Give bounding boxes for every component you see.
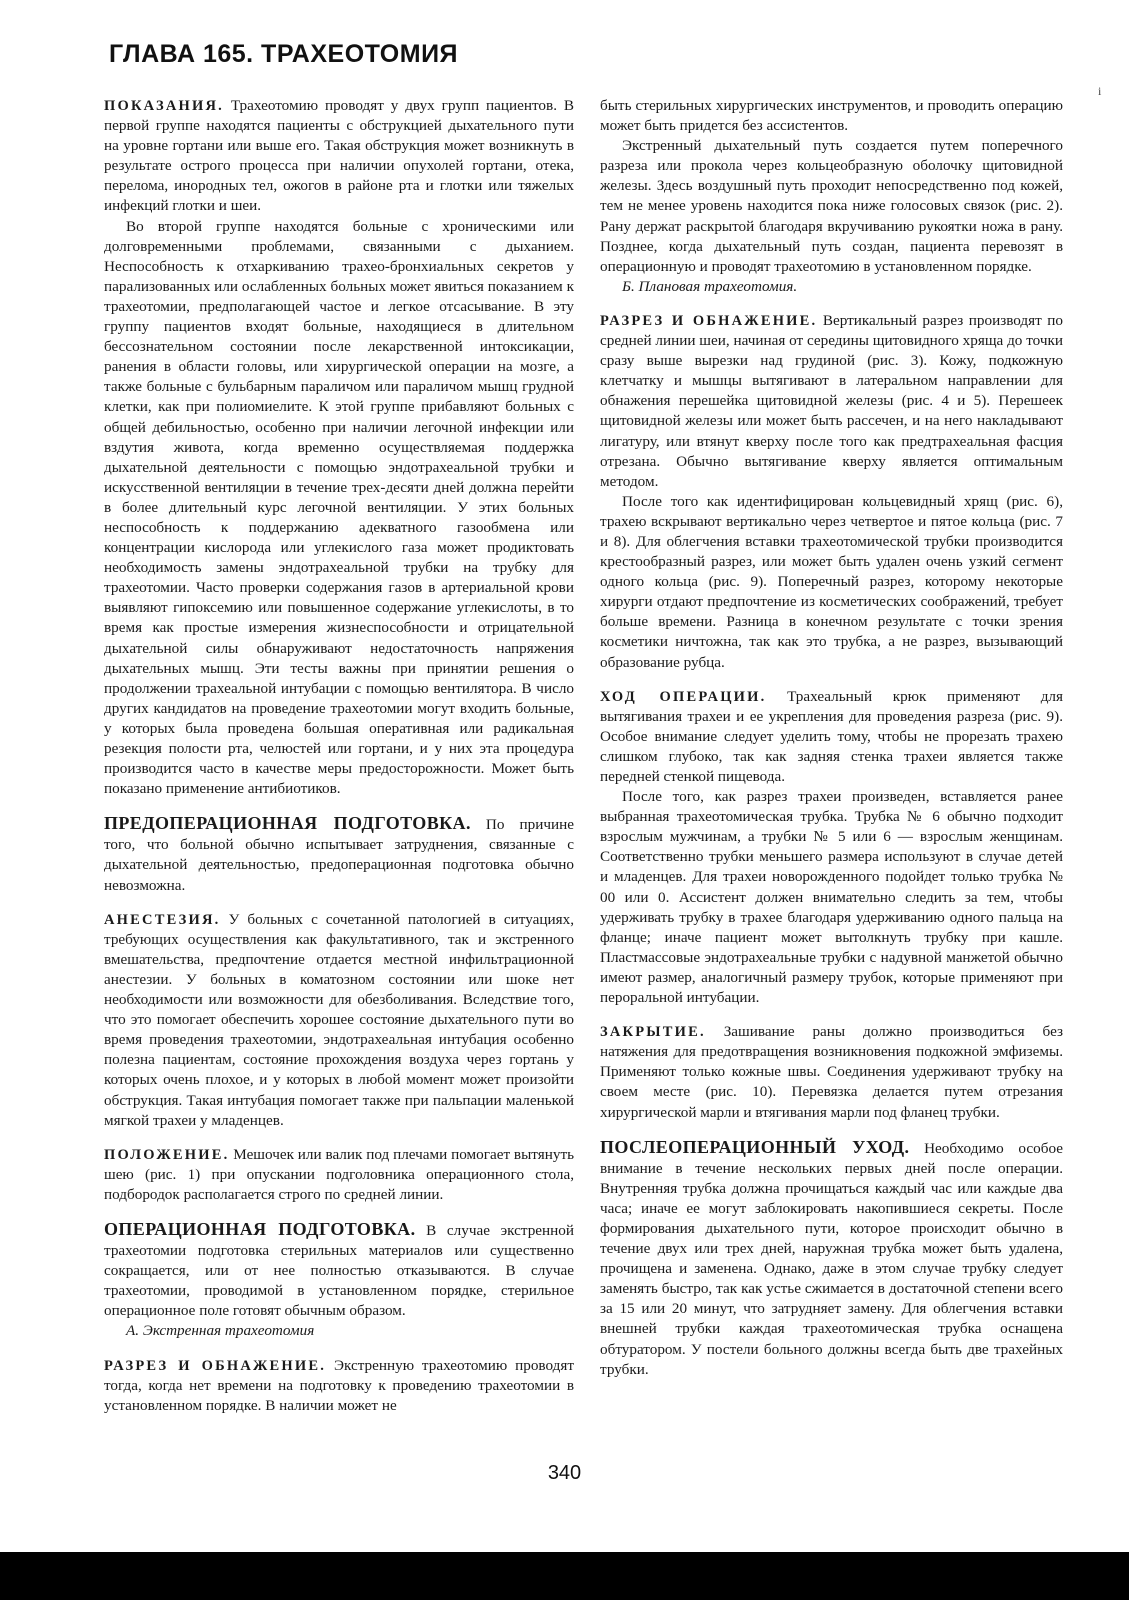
body-paragraph	[104, 1145, 574, 1205]
section	[600, 1137, 1063, 1380]
paragraph-text: Вертикальный разрез производят по средней линии шеи, начиная от середины щитовидного хряща до точки сразу выше вырезки над грудиной (рис. 3). Кожу, подкожную клетчатку и мышцы вытягивают в латеральном направлении для обнажения перешейка щитовидной железы (рис. 4 и 5). Перешеек щитовидной железы или может быть рассечен, и на него накладывают лигатуру, или втянут кверху после того как предтрахеальная фасция отрезана. Обычно вытягивание кверху является оптимальным методом.	[600, 311, 1064, 490]
body-paragraph: После того, как разрез трахеи произведен, вставляется ранее выбранная трахеотомическая трубка. Трубка № 6 обычно подходит взрослым мужчинам, а трубки № 5 или 6 — взрослым женщинам. Соответственно трубки меньшего размера используют в случае детей и младенцев. Для трахеи новорожденного подойдет только трубка № 00 или 0. Ассистент должен внимательно следить за тем, чтобы удерживать трубку в трахее благодаря удерживанию одного пальца на фланце; иначе пациент может вытолкнуть трубку при кашле. Пластмассовые эндотрахеальные трубки с надувной манжетой обычно имеют размер, аналогичный размеру трубок, которые применяют при пероральной интубации.	[600, 788, 1063, 1007]
chapter-title: ГЛАВА 165. ТРАХЕОТОМИЯ	[109, 40, 459, 68]
section-heading: ОПЕРАЦИОННАЯ ПОДГОТОВКА.	[104, 1218, 416, 1239]
paragraph-text: Экстренную трахеотомию проводят тогда, когда нет времени на подготовку к проведению трахеотомии в установленном порядке. В наличии может не	[104, 1356, 575, 1414]
section-heading: ПРЕДОПЕРАЦИОННАЯ ПОДГОТОВКА.	[104, 813, 471, 834]
section	[600, 311, 1063, 673]
body-paragraph	[600, 311, 1063, 492]
section	[104, 813, 574, 895]
section	[600, 1022, 1063, 1122]
left-column	[104, 96, 574, 1416]
paragraph-text: Зашивание раны должно производиться без натяжения для предотвращения возникновения подкожной эмфиземы. Применяют только кожные швы. Соединения удерживают трубку на своем месте (рис. 10). Перевязка делается путем отрезания хирургической марли и втягивания марли под фланец трубки.	[600, 1023, 1063, 1121]
scan-bottom-band	[0, 1552, 1129, 1600]
subsection-heading: А. Экстренная трахеотомия	[126, 1322, 315, 1340]
body-paragraph	[104, 96, 574, 217]
paragraph-text: В случае экстренной трахеотомии подготовка стерильных материалов или существенно сокращается, или от нее полностью отказываются. В случае трахеотомии, проводимой в установленном порядке, стерильное операционное поле готовят обычным образом.	[104, 1221, 575, 1320]
body-paragraph	[600, 1137, 1063, 1380]
section-heading: РАЗРЕЗ И ОБНАЖЕНИЕ.	[600, 312, 818, 329]
section	[600, 96, 1063, 277]
right-column	[600, 96, 1063, 1380]
body-paragraph	[104, 813, 574, 895]
subsection-heading: Б. Плановая трахеотомия.	[622, 277, 798, 295]
section-heading: ПОСЛЕОПЕРАЦИОННЫЙ УХОД.	[600, 1136, 910, 1157]
paragraph-text: По причине того, что больной обычно испытывает затруднения, связанные с дыхательной деятельностью, предоперационная подготовка обычно невозможна.	[104, 816, 574, 894]
body-paragraph: Экстренный дыхательный путь создается путем поперечного разреза или прокола через кольцеобразную оболочку щитовидной железы. Здесь воздушный путь проходит непосредственно под кожей, тем не менее уровень находится пока ниже голосовых связок (рис. 2). Рану держат раскрытой благодаря вкручиванию рукоятки ножа в рану. Позднее, когда дыхательный путь создан, пациента перевозят в операционную и проводят трахеотомию в установленном порядке.	[600, 137, 1063, 275]
section-heading: ПОКАЗАНИЯ.	[104, 98, 224, 114]
body-paragraph	[600, 1022, 1063, 1122]
section-heading: ЗАКРЫТИЕ.	[600, 1024, 706, 1041]
body-paragraph	[104, 1219, 574, 1321]
paragraph-text: Трахеальный крюк применяют для вытягивания трахеи и ее укрепления для проведения разреза (рис. 9). Особое внимание следует уделить тому, чтобы не прорезать трахею слишком глубоко, так как задняя стенка трахеи является также передней стенкой пищевода.	[600, 687, 1063, 785]
body-paragraph	[104, 1356, 574, 1416]
edge-mark: i	[1098, 84, 1102, 98]
body-paragraph: быть стерильных хирургических инструментов, и проводить операцию может быть придется без ассистентов.	[600, 97, 1063, 135]
section-heading: ХОД ОПЕРАЦИИ.	[600, 688, 767, 705]
body-paragraph: Во второй группе находятся больные с хроническими или долговременными проблемами, связанными с дыханием. Неспособность к отхаркиванию трахео-бронхиальных секретов у парализованных или ослабленных больных может явиться показанием к трахеотомии, предполагающей частое и легкое отсасывание. В эту группу пациентов входят больные, находящиеся в длительном бессознательном состоянии после лекарственной интоксикации, ранения в области головы, или хирургической операции на мозге, а также больные с бульбарным параличом или параличом мышц грудной клетки, как при полиомиелите. К этой группе прибавляют больных с общей дебильностью, особенно при наличии легочной инфекции или вздутия живота, когда временно осуществляемая поддержка дыхательной деятельности с помощью эндотрахеальной трубки и искусственной вентиляции в течение трех-десяти дней должна перейти в более длительный курс легочной вентиляции. У этих больных неспособность к поддержанию адекватного газообмена или концентрации кислорода или углекислого газа может продиктовать необходимость замены эндотрахеальной трубки на трубку для трахеотомии. Часто проверки содержания газов в артериальной крови выявляют гипоксемию или повышенное содержание углекислоты, в то время как простые измерения жизнеспособности и отрицательной дыхательной силы обнаруживают недостаточность напряжения дыхательных мышц. Эти тесты важны при принятии решения о продолжении трахеальной интубации с помощью вентилятора. В число других кандидатов на проведение трахеотомии могут входить больные, у которых была проведена большая оперативная или радикальная резекция полости рта, челюстей или гортани, и у них эта процедура производится часто в качестве меры предосторожности. Может быть показано применение антибиотиков.	[104, 217, 574, 798]
body-paragraph	[600, 687, 1063, 787]
paragraph-text: Мешочек или валик под плечами помогает вытянуть шею (рис. 1) при опускании подголовника операционного стола, подбородок располагается строго по средней линии.	[104, 1145, 575, 1203]
section-heading: ПОЛОЖЕНИЕ.	[104, 1146, 230, 1163]
page-number: 340	[547, 1462, 582, 1484]
section	[600, 687, 1063, 1009]
section	[104, 910, 574, 1131]
section	[104, 1145, 574, 1205]
paragraph-text: Необходимо особое внимание в течение нескольких первых дней после операции. Внутренняя трубка должна прочищаться каждый час или каждые два часа; иначе ее могут заблокировать накопившиеся секреты. После формирования дыхательного пути, которое происходит обычно в течение двух или трех дней, наружная трубка может быть удалена, прочищена и заменена. Однако, даже в этом случае трубку следует заменять быстро, так как устье сжимается в достаточной степени всего за 15 или 20 минут, что затрудняет замену. Для облегчения вставки внешней трубки каждая трахеотомическая трубка оснащена обтуратором. У постели больного должны всегда быть две трахейных трубки.	[600, 1139, 1063, 1378]
section	[104, 96, 574, 799]
section	[104, 1356, 574, 1416]
section-heading: АНЕСТЕЗИЯ.	[104, 911, 221, 928]
paragraph-text: У больных с сочетанной патологией в ситуациях, требующих осуществления как факультативного, так и экстренного вмешательства, предпочтение отдается местной инфильтрационной анестезии. У больных в коматозном состоянии или шоке нет необходимости или возможности для обезболивания. Вследствие того, что это помогает обеспечить хорошее состояние дыхательного пути во время проведения трахеотомии, эндотрахеальная интубация особенно полезна пациентам, состояние прохождения воздуха через гортань у которых очень плохое, и у которых в любой момент может произойти обструкция. Такая интубация помогает также при пальпации маленькой мягкой трахеи у младенцев.	[104, 910, 575, 1129]
body-paragraph: После того как идентифицирован кольцевидный хрящ (рис. 6), трахею вскрывают вертикально через четвертое и пятое кольца (рис. 7 и 8). Для облегчения вставки трахеотомической трубки производится крестообразный разрез, или может быть удален очень узкий сегмент одного кольца (рис. 9). Поперечный разрез, которому некоторые хирурги отдают предпочтение из косметических соображений, требует больше времени. Разница в конечном результате с точки зрения косметики ничтожна, так как это трубка, а не разрез, вызывающий образование рубца.	[600, 492, 1063, 671]
body-paragraph	[104, 910, 574, 1131]
paragraph-text: Трахеотомию проводят у двух групп пациентов. В первой группе находятся пациенты с обструкцией дыхательного пути на уровне гортани или выше его. Такая обструкция может возникнуть в результате острого процесса при наличии опухолей гортани, отека, перелома, инородных тел, ожогов в районе рта и глотки или тяжелых инфекций глотки и шеи.	[104, 97, 574, 215]
section-heading: РАЗРЕЗ И ОБНАЖЕНИЕ.	[104, 1357, 327, 1374]
section	[104, 1219, 574, 1321]
